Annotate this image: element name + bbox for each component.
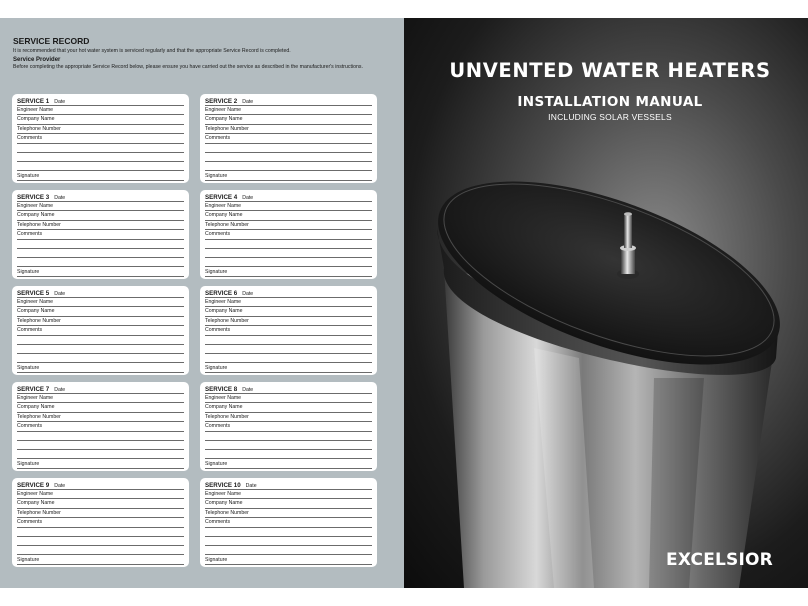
engineer-label: Engineer Name — [205, 107, 242, 113]
signature-label: Signature — [17, 365, 40, 371]
date-label: Date — [54, 483, 66, 489]
engineer-label: Engineer Name — [17, 203, 54, 209]
telephone-line[interactable] — [205, 421, 372, 422]
service-card-label: SERVICE 9 — [17, 482, 50, 489]
comments-line[interactable] — [17, 161, 184, 162]
company-line[interactable] — [17, 412, 184, 413]
service-card-label: SERVICE 1 — [17, 98, 50, 105]
signature-line[interactable] — [17, 276, 184, 277]
comments-line[interactable] — [17, 458, 184, 459]
signature-line[interactable] — [205, 180, 372, 181]
comments-line[interactable] — [17, 239, 184, 240]
comments-label: Comments — [17, 423, 43, 429]
signature-label: Signature — [17, 461, 40, 467]
telephone-label: Telephone Number — [205, 318, 249, 324]
service-card — [12, 478, 189, 567]
company-line[interactable] — [17, 316, 184, 317]
comments-label: Comments — [17, 519, 43, 525]
service-card — [200, 478, 377, 567]
comments-label: Comments — [17, 231, 43, 237]
engineer-line[interactable] — [205, 402, 372, 403]
company-line[interactable] — [17, 220, 184, 221]
comments-label: Comments — [205, 423, 231, 429]
company-label: Company Name — [17, 404, 55, 410]
comments-line[interactable] — [205, 239, 372, 240]
date-label: Date — [242, 387, 254, 393]
company-label: Company Name — [205, 404, 243, 410]
comments-line[interactable] — [17, 248, 184, 249]
signature-label: Signature — [17, 269, 40, 275]
service-card — [12, 190, 189, 279]
signature-line[interactable] — [17, 180, 184, 181]
service-card-label: SERVICE 7 — [17, 386, 50, 393]
comments-line[interactable] — [205, 449, 372, 450]
comments-line[interactable] — [205, 248, 372, 249]
date-line[interactable] — [205, 489, 372, 490]
service-card-header — [205, 290, 253, 297]
date-label: Date — [242, 99, 254, 105]
service-record-intro: It is recommended that your hot water system is serviced regularly and that the appropriate Service Record is completed. — [13, 48, 291, 54]
telephone-line[interactable] — [17, 517, 184, 518]
company-label: Company Name — [205, 308, 243, 314]
engineer-label: Engineer Name — [205, 203, 242, 209]
brand-logo: EXCELSIOR — [666, 550, 773, 570]
date-label: Date — [242, 291, 254, 297]
telephone-line[interactable] — [17, 325, 184, 326]
service-card-label: SERVICE 10 — [205, 482, 241, 489]
telephone-label: Telephone Number — [205, 510, 249, 516]
signature-line[interactable] — [17, 564, 184, 565]
engineer-label: Engineer Name — [17, 491, 54, 497]
company-line[interactable] — [205, 124, 372, 125]
comments-line[interactable] — [205, 545, 372, 546]
service-card-header — [205, 194, 253, 201]
service-card-label: SERVICE 4 — [205, 194, 238, 201]
engineer-line[interactable] — [205, 210, 372, 211]
engineer-line[interactable] — [17, 114, 184, 115]
comments-line[interactable] — [17, 143, 184, 144]
comments-label: Comments — [205, 327, 231, 333]
engineer-label: Engineer Name — [205, 491, 242, 497]
comments-line[interactable] — [17, 353, 184, 354]
signature-line[interactable] — [205, 468, 372, 469]
comments-label: Comments — [205, 231, 231, 237]
comments-line[interactable] — [205, 554, 372, 555]
comments-line[interactable] — [17, 554, 184, 555]
comments-line[interactable] — [205, 440, 372, 441]
comments-line[interactable] — [17, 335, 184, 336]
signature-label: Signature — [17, 557, 40, 563]
engineer-line[interactable] — [17, 210, 184, 211]
company-line[interactable] — [205, 316, 372, 317]
signature-label: Signature — [205, 365, 228, 371]
date-label: Date — [54, 291, 66, 297]
service-card-label: SERVICE 5 — [17, 290, 50, 297]
comments-line[interactable] — [205, 152, 372, 153]
comments-line[interactable] — [17, 362, 184, 363]
service-card-header — [17, 194, 65, 201]
date-line[interactable] — [17, 393, 184, 394]
comments-label: Comments — [17, 135, 43, 141]
company-line[interactable] — [17, 124, 184, 125]
comments-label: Comments — [17, 327, 43, 333]
engineer-label: Engineer Name — [205, 395, 242, 401]
service-card — [12, 286, 189, 375]
comments-line[interactable] — [205, 536, 372, 537]
comments-line[interactable] — [17, 440, 184, 441]
telephone-line[interactable] — [205, 229, 372, 230]
service-card — [200, 382, 377, 471]
company-label: Company Name — [205, 500, 243, 506]
signature-label: Signature — [205, 557, 228, 563]
signature-line[interactable] — [205, 372, 372, 373]
telephone-label: Telephone Number — [205, 222, 249, 228]
comments-line[interactable] — [205, 143, 372, 144]
comments-label: Comments — [205, 519, 231, 525]
engineer-label: Engineer Name — [17, 299, 54, 305]
service-card — [12, 382, 189, 471]
company-label: Company Name — [17, 500, 55, 506]
service-record-title: SERVICE RECORD — [13, 36, 90, 46]
company-label: Company Name — [205, 212, 243, 218]
date-line[interactable] — [17, 201, 184, 202]
comments-line[interactable] — [17, 527, 184, 528]
date-line[interactable] — [205, 297, 372, 298]
service-card-header — [205, 482, 257, 489]
signature-label: Signature — [205, 269, 228, 275]
engineer-label: Engineer Name — [17, 107, 54, 113]
cover-subtitle: INSTALLATION MANUAL — [517, 94, 703, 110]
telephone-label: Telephone Number — [17, 510, 61, 516]
comments-line[interactable] — [205, 257, 372, 258]
comments-line[interactable] — [205, 353, 372, 354]
engineer-line[interactable] — [205, 306, 372, 307]
service-card-label: SERVICE 2 — [205, 98, 238, 105]
date-line[interactable] — [17, 489, 184, 490]
comments-line[interactable] — [17, 152, 184, 153]
company-label: Company Name — [17, 308, 55, 314]
service-card — [200, 190, 377, 279]
comments-line[interactable] — [205, 362, 372, 363]
date-label: Date — [242, 195, 254, 201]
company-label: Company Name — [17, 212, 55, 218]
telephone-label: Telephone Number — [17, 318, 61, 324]
service-card-header — [17, 482, 65, 489]
comments-line[interactable] — [205, 161, 372, 162]
engineer-line[interactable] — [205, 498, 372, 499]
comments-line[interactable] — [205, 458, 372, 459]
cover-page — [404, 18, 808, 588]
telephone-line[interactable] — [17, 133, 184, 134]
company-label: Company Name — [17, 116, 55, 122]
comments-line[interactable] — [17, 431, 184, 432]
telephone-line[interactable] — [17, 229, 184, 230]
engineer-line[interactable] — [17, 498, 184, 499]
signature-label: Signature — [205, 461, 228, 467]
date-label: Date — [54, 387, 66, 393]
service-provider-text: Before completing the appropriate Service Record below, please ensure you have carried out the service as described in the manufacturer's instructions. — [13, 64, 363, 70]
signature-line[interactable] — [17, 372, 184, 373]
service-card — [200, 94, 377, 183]
signature-line[interactable] — [17, 468, 184, 469]
service-card-label: SERVICE 3 — [17, 194, 50, 201]
date-line[interactable] — [205, 393, 372, 394]
service-card-label: SERVICE 6 — [205, 290, 238, 297]
telephone-line[interactable] — [17, 421, 184, 422]
company-line[interactable] — [17, 508, 184, 509]
comments-line[interactable] — [17, 449, 184, 450]
telephone-line[interactable] — [205, 325, 372, 326]
comments-line[interactable] — [17, 170, 184, 171]
date-label: Date — [245, 483, 257, 489]
date-line[interactable] — [205, 105, 372, 106]
service-card-header — [17, 290, 65, 297]
comments-line[interactable] — [17, 536, 184, 537]
company-line[interactable] — [205, 220, 372, 221]
signature-label: Signature — [205, 173, 228, 179]
comments-line[interactable] — [205, 266, 372, 267]
telephone-label: Telephone Number — [205, 126, 249, 132]
date-line[interactable] — [205, 201, 372, 202]
comments-line[interactable] — [17, 257, 184, 258]
comments-line[interactable] — [17, 545, 184, 546]
comments-label: Comments — [205, 135, 231, 141]
engineer-line[interactable] — [17, 306, 184, 307]
telephone-label: Telephone Number — [17, 414, 61, 420]
company-line[interactable] — [205, 508, 372, 509]
comments-line[interactable] — [17, 266, 184, 267]
engineer-label: Engineer Name — [17, 395, 54, 401]
signature-label: Signature — [17, 173, 40, 179]
service-card — [12, 94, 189, 183]
service-card — [200, 286, 377, 375]
engineer-line[interactable] — [205, 114, 372, 115]
comments-line[interactable] — [205, 344, 372, 345]
date-line[interactable] — [17, 297, 184, 298]
service-provider-title: Service Provider — [13, 57, 61, 63]
telephone-line[interactable] — [205, 133, 372, 134]
date-line[interactable] — [17, 105, 184, 106]
comments-line[interactable] — [17, 344, 184, 345]
engineer-label: Engineer Name — [205, 299, 242, 305]
signature-line[interactable] — [205, 564, 372, 565]
comments-line[interactable] — [205, 170, 372, 171]
telephone-label: Telephone Number — [17, 222, 61, 228]
comments-line[interactable] — [205, 335, 372, 336]
engineer-line[interactable] — [17, 402, 184, 403]
service-card-header — [17, 98, 65, 105]
service-record-page — [0, 18, 404, 588]
date-label: Date — [54, 99, 66, 105]
telephone-label: Telephone Number — [17, 126, 61, 132]
company-label: Company Name — [205, 116, 243, 122]
service-card-label: SERVICE 8 — [205, 386, 238, 393]
service-card-header — [205, 386, 253, 393]
cover-title: UNVENTED WATER HEATERS — [449, 59, 771, 82]
company-line[interactable] — [205, 412, 372, 413]
telephone-label: Telephone Number — [205, 414, 249, 420]
cover-subtitle-2: INCLUDING SOLAR VESSELS — [548, 112, 672, 122]
date-label: Date — [54, 195, 66, 201]
telephone-line[interactable] — [205, 517, 372, 518]
comments-line[interactable] — [205, 527, 372, 528]
comments-line[interactable] — [205, 431, 372, 432]
service-card-header — [17, 386, 65, 393]
service-card-header — [205, 98, 253, 105]
signature-line[interactable] — [205, 276, 372, 277]
